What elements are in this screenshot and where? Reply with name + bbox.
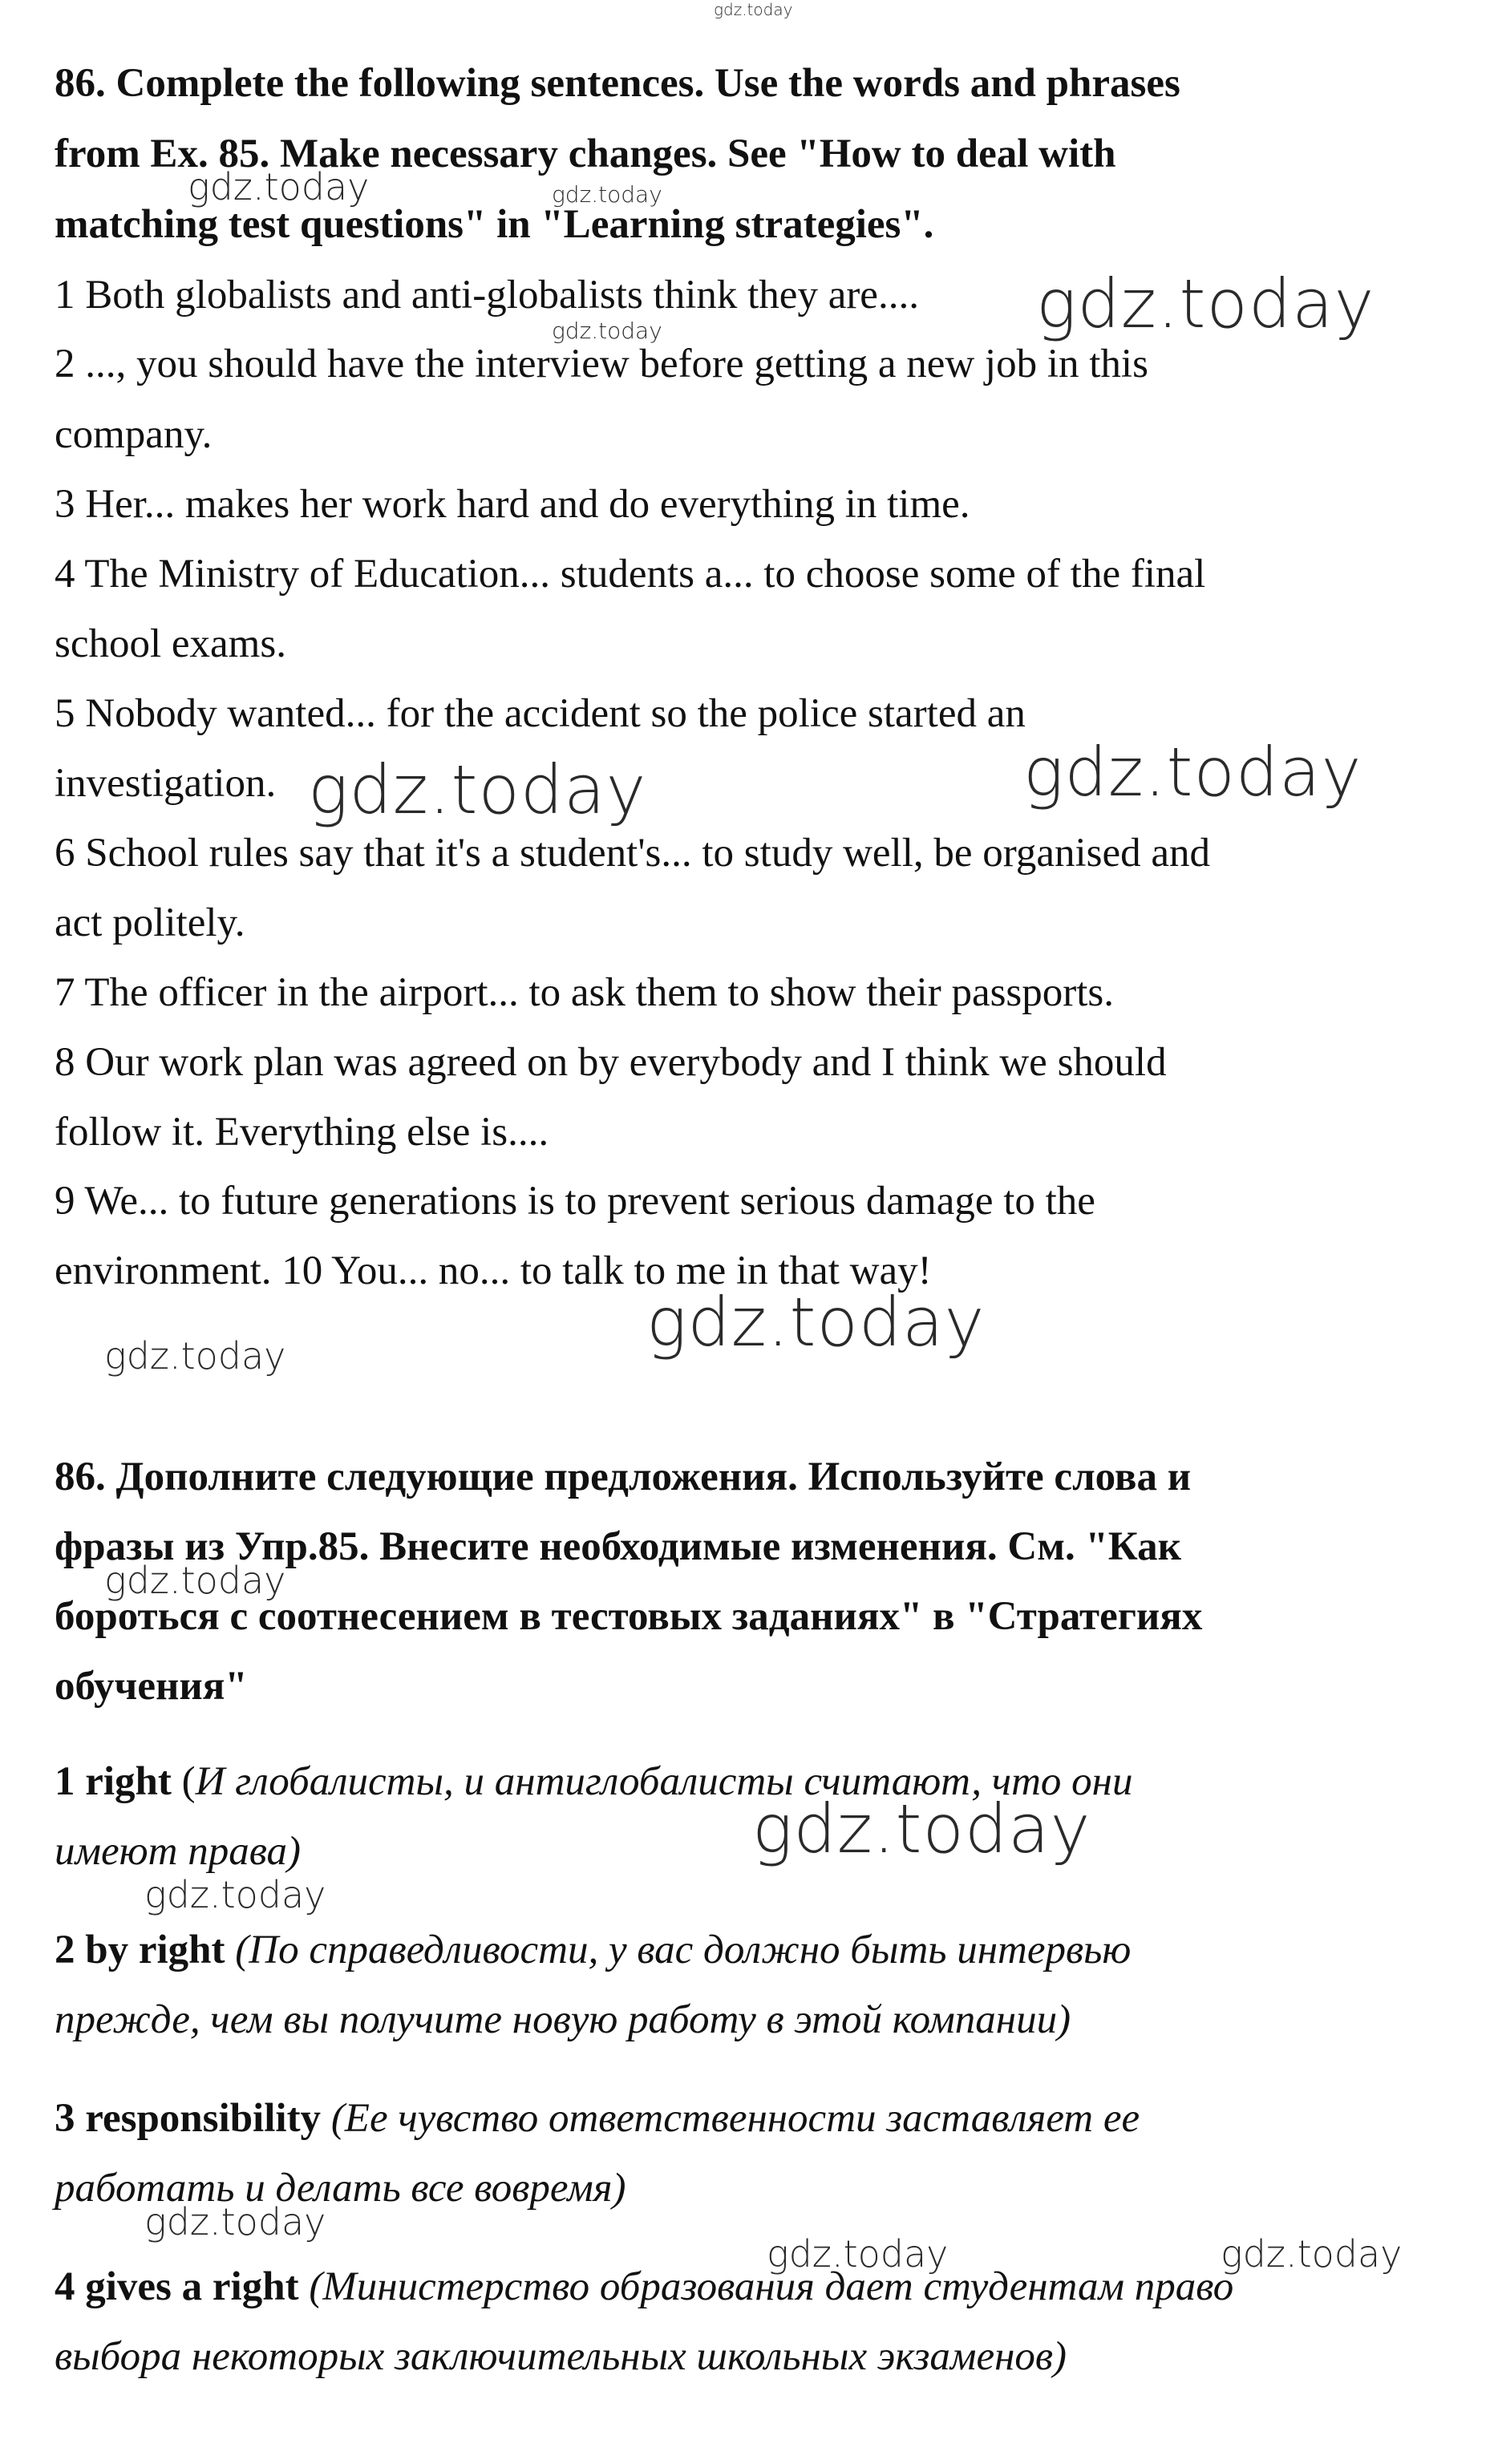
answer-translation-cont: имеют права) — [55, 1829, 301, 1874]
watermark: gdz.today — [767, 2232, 949, 2276]
watermark: gdz.today — [144, 1873, 326, 1916]
watermark: gdz.today — [308, 751, 647, 829]
answer-open — [299, 2264, 310, 2309]
answer-line — [55, 2094, 1140, 2142]
answer-key: 3 responsibility — [55, 2096, 322, 2141]
watermark: gdz.today — [1023, 733, 1362, 811]
heading-line: обучения" — [55, 1664, 248, 1709]
watermark: gdz.today — [714, 0, 793, 19]
watermark: gdz.today — [188, 165, 370, 208]
heading-line: фразы из Упр.85. Внесите необходимые изменения. См. "Как — [55, 1524, 1181, 1569]
answer-translation-cont: работать и делать все вовремя) — [55, 2166, 626, 2211]
sentence-line: 1 Both globalists and anti-globalists think they are.... — [55, 273, 919, 318]
answer-key: 2 by right — [55, 1928, 225, 1972]
sentence-line: 9 We... to future generations is to prevent serious damage to the — [55, 1179, 1095, 1224]
answer-line — [55, 2263, 1233, 2311]
heading-line: matching test questions" in "Learning strategies". — [55, 202, 934, 247]
answer-open — [321, 2096, 331, 2141]
sentence-line: 6 School rules say that it's a student's... to study well, be organised and — [55, 831, 1210, 876]
answer-translation-cont: выбора некоторых заключительных школьных экзаменов) — [55, 2334, 1067, 2379]
sentence-line: company. — [55, 412, 213, 457]
watermark: gdz.today — [552, 181, 662, 208]
sentence-line: follow it. Everything else is.... — [55, 1110, 549, 1155]
answer-key: 1 right — [55, 1759, 172, 1804]
watermark: gdz.today — [104, 1559, 286, 1602]
watermark: gdz.today — [104, 1334, 286, 1378]
sentence-line: 2 ..., you should have the interview before getting a new job in this — [55, 342, 1148, 386]
watermark: gdz.today — [1221, 2232, 1403, 2276]
answer-translation-cont: прежде, чем вы получите новую работу в этой компании) — [55, 1997, 1071, 2042]
heading-line: 86. Complete the following sentences. Use the words and phrases — [55, 61, 1180, 106]
watermark: gdz.today — [552, 318, 662, 344]
heading-line: from Ex. 85. Make necessary changes. See "How to deal with — [55, 131, 1116, 176]
sentence-line: school exams. — [55, 621, 286, 666]
heading-line: бороться с соотнесением в тестовых заданиях" в "Стратегиях — [55, 1594, 1203, 1639]
watermark: gdz.today — [144, 2200, 326, 2243]
sentence-line: investigation. — [55, 761, 277, 806]
watermark: gdz.today — [752, 1790, 1091, 1868]
heading-line: 86. Дополните следующие предложения. Используйте слова и — [55, 1455, 1192, 1499]
answer-translation: (Ее чувство ответственности заставляет ее — [330, 2096, 1140, 2141]
answer-translation: (По справедливости, у вас должно быть интервью — [235, 1928, 1132, 1972]
answer-key: 4 gives a right — [55, 2264, 299, 2309]
sentence-line: 8 Our work plan was agreed on by everybody and I think we should — [55, 1040, 1167, 1085]
sentence-line: 3 Her... makes her work hard and do everything in time. — [55, 482, 970, 527]
watermark: gdz.today — [1036, 265, 1375, 343]
answer-open — [225, 1928, 236, 1972]
answer-line — [55, 1926, 1131, 1974]
watermark: gdz.today — [646, 1283, 986, 1361]
sentence-line: act politely. — [55, 900, 245, 945]
answer-open: ( — [171, 1759, 196, 1804]
sentence-line: environment. 10 You... no... to talk to me in that way! — [55, 1248, 932, 1293]
sentence-line: 7 The officer in the airport... to ask them to show their passports. — [55, 970, 1115, 1015]
answer-translation: И глобалисты, и антиглобалисты считают, что они — [195, 1759, 1133, 1804]
answer-translation: (Министерство образования дает студентам право — [309, 2264, 1234, 2309]
sentence-line: 5 Nobody wanted... for the accident so the police started an — [55, 691, 1026, 736]
sentence-line: 4 The Ministry of Education... students a... to choose some of the final — [55, 552, 1206, 597]
